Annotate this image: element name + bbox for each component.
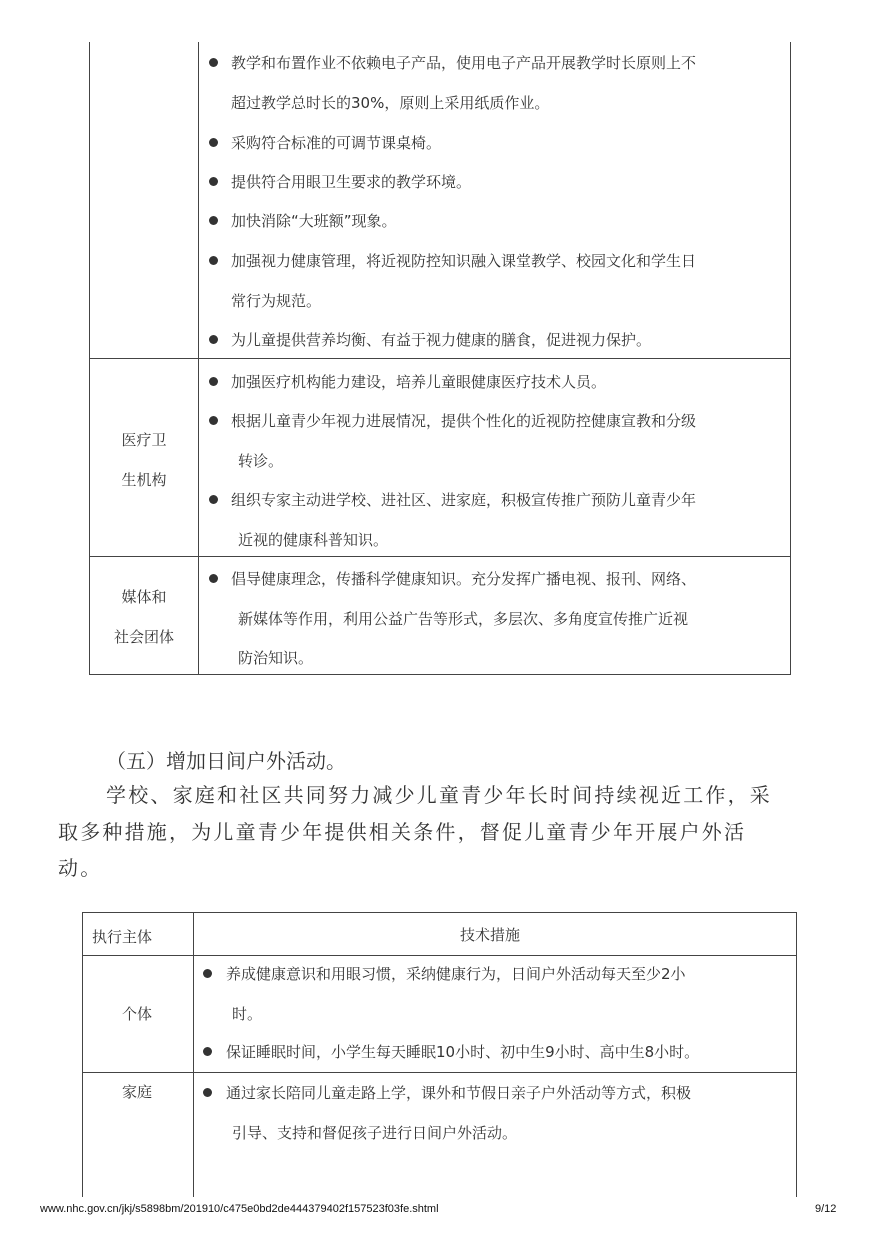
bullet-icon: [209, 177, 218, 186]
paragraph-line: 动。: [58, 856, 103, 880]
executor-name: 家庭: [122, 1083, 153, 1101]
paragraph-line: 取多种措施，为儿童青少年提供相关条件，督促儿童青少年开展户外活: [58, 820, 747, 844]
bullet-icon: [209, 574, 218, 583]
measure-text: 保证睡眠时间，小学生每天睡眠10小时、初中生9小时、高中生8小时。: [226, 1043, 700, 1061]
page-url: www.nhc.gov.cn/jkj/s5898bm/201910/c475e0bd2de444379402f157523f03fe.shtml: [40, 1203, 439, 1215]
table2-row-separator: [82, 1072, 796, 1073]
measure-text: 引导、支持和督促孩子进行日间户外活动。: [232, 1124, 518, 1142]
measure-text: 组织专家主动进学校、进社区、进家庭，积极宣传推广预防儿童青少年: [231, 491, 697, 509]
measure-text: 为儿童提供营养均衡、有益于视力健康的膳食，促进视力保护。: [231, 331, 652, 349]
paragraph-line: 学校、家庭和社区共同努力减少儿童青少年长时间持续视近工作，采: [106, 783, 772, 807]
table1-right-border: [790, 42, 791, 675]
page-number: 9/12: [815, 1203, 837, 1215]
table2-top-border: [82, 912, 796, 913]
table2-right-border: [796, 912, 797, 1197]
bullet-icon: [209, 335, 218, 344]
measure-text: 提供符合用眼卫生要求的教学环境。: [231, 173, 472, 191]
bullet-icon: [209, 58, 218, 67]
table1-bottom-border: [89, 674, 790, 675]
section-heading: （五）增加日间户外活动。: [106, 749, 346, 773]
measure-text: 新媒体等作用，利用公益广告等形式，多层次、多角度宣传推广近视: [238, 610, 689, 628]
bullet-icon: [209, 216, 218, 225]
bullet-icon: [203, 1047, 212, 1056]
bullet-icon: [209, 138, 218, 147]
measure-text: 通过家长陪同儿童走路上学，课外和节假日亲子户外活动等方式，积极: [226, 1084, 692, 1102]
measure-text: 时。: [232, 1005, 263, 1023]
measure-text: 倡导健康理念，传播科学健康知识。充分发挥广播电视、报刊、网络、: [231, 570, 697, 588]
bullet-icon: [203, 1088, 212, 1097]
bullet-icon: [203, 969, 212, 978]
bullet-icon: [209, 416, 218, 425]
header-executor: 执行主体: [92, 928, 153, 946]
measure-text: 根据儿童青少年视力进展情况，提供个性化的近视防控健康宣教和分级: [231, 412, 697, 430]
measure-text: 加快消除“大班额”现象。: [231, 212, 397, 230]
table2-header-separator: [82, 955, 796, 956]
executor-name: 个体: [122, 1005, 153, 1023]
measure-text: 教学和布置作业不依赖电子产品，使用电子产品开展教学时长原则上不: [231, 54, 697, 72]
table1-row-separator: [89, 358, 790, 359]
measure-text: 超过教学总时长的30%，原则上采用纸质作业。: [231, 94, 550, 112]
executor-name-line: 生机构: [121, 471, 167, 489]
executor-name: [90, 577, 198, 657]
executor-name-line: 媒体和: [121, 588, 167, 606]
table2-divider: [193, 912, 194, 1197]
executor-name-line: 医疗卫: [121, 431, 167, 449]
measure-text: 转诊。: [238, 452, 284, 470]
table2-left-border: [82, 912, 83, 1197]
measure-text: 采购符合标准的可调节课桌椅。: [231, 134, 442, 152]
measure-text: 加强视力健康管理，将近视防控知识融入课堂教学、校园文化和学生日: [231, 252, 697, 270]
executor-name-line: 社会团体: [113, 628, 174, 646]
bullet-icon: [209, 495, 218, 504]
measure-text: 防治知识。: [238, 649, 314, 667]
header-measures: 技术措施: [460, 926, 521, 944]
bullet-icon: [209, 377, 218, 386]
measure-text: 近视的健康科普知识。: [238, 531, 389, 549]
measure-text: 常行为规范。: [231, 292, 322, 310]
measure-text: 加强医疗机构能力建设，培养儿童眼健康医疗技术人员。: [231, 373, 607, 391]
bullet-icon: [209, 256, 218, 265]
measure-text: 养成健康意识和用眼习惯，采纳健康行为，日间户外活动每天至少2小: [226, 965, 686, 983]
table1-row-separator: [89, 556, 790, 557]
executor-name: [90, 420, 198, 500]
